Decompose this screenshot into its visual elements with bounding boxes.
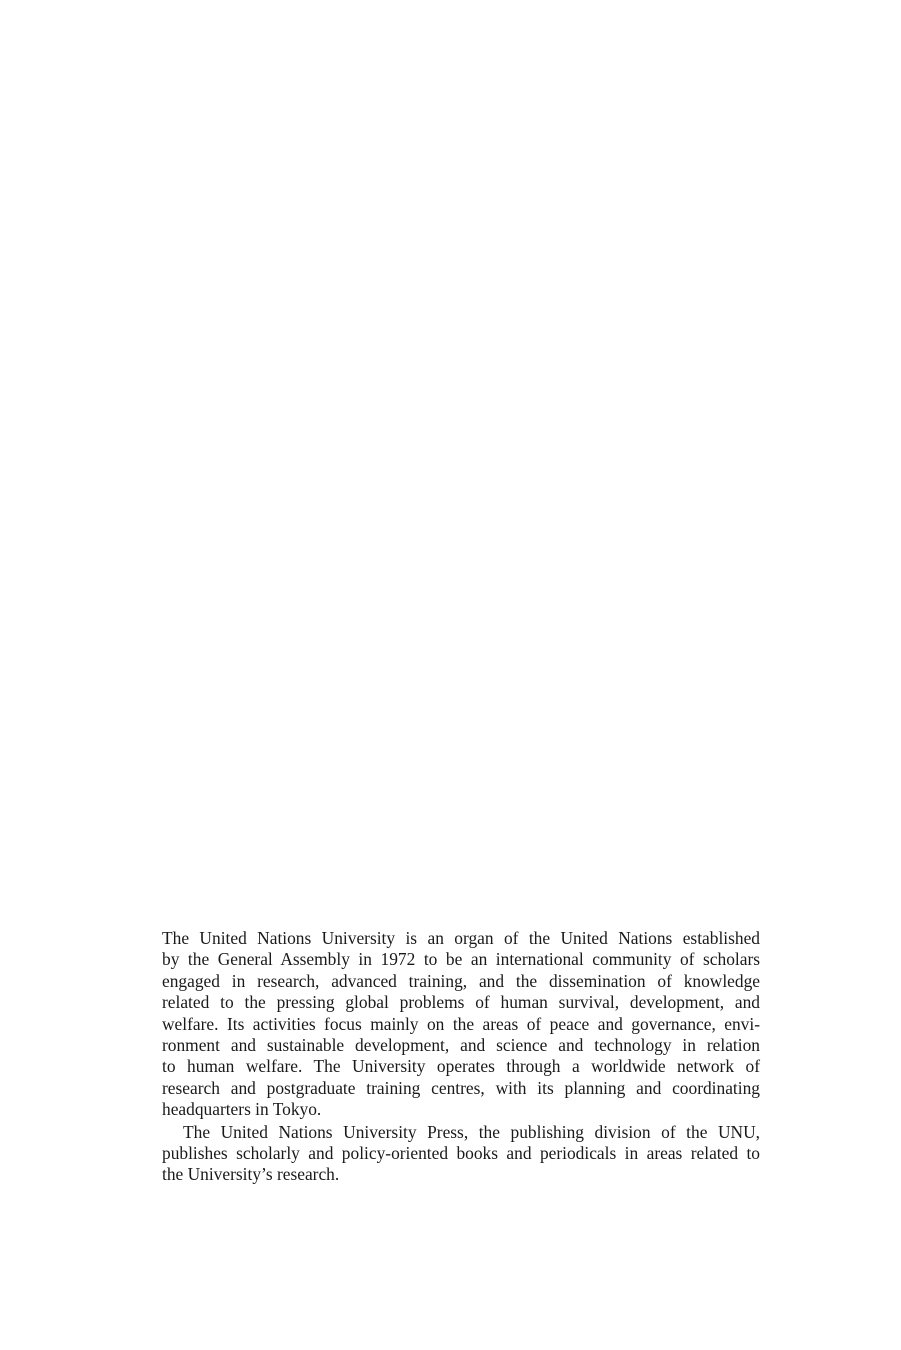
text-line: by the General Assembly in 1972 to be an international community of scholars xyxy=(162,949,760,970)
text-line: publishes scholarly and policy-oriented books and periodicals in areas related to xyxy=(162,1142,760,1163)
text-line: to human welfare. The University operates through a worldwide network of xyxy=(162,1056,760,1077)
text-line: headquarters in Tokyo. xyxy=(162,1099,322,1120)
paragraph-about-unu-press xyxy=(162,1122,760,1186)
paragraph-about-unu xyxy=(162,928,760,1121)
text-line: The United Nations University is an organ of the United Nations established xyxy=(162,928,760,948)
text-line: related to the pressing global problems of human survival, development, and xyxy=(162,992,760,1013)
text-line: ronment and sustainable development, and science and technology in relation xyxy=(162,1034,760,1055)
text-line: the University’s research. xyxy=(162,1164,340,1185)
text-line: The United Nations University Press, the publishing division of the UNU, xyxy=(183,1121,760,1142)
text-line: research and postgraduate training centres, with its planning and coordinating xyxy=(162,1077,760,1098)
unu-description xyxy=(162,928,760,1186)
text-line: welfare. Its activities focus mainly on the areas of peace and governance, envi- xyxy=(162,1013,760,1034)
text-line: engaged in research, advanced training, and the dissemination of knowledge xyxy=(162,970,760,991)
